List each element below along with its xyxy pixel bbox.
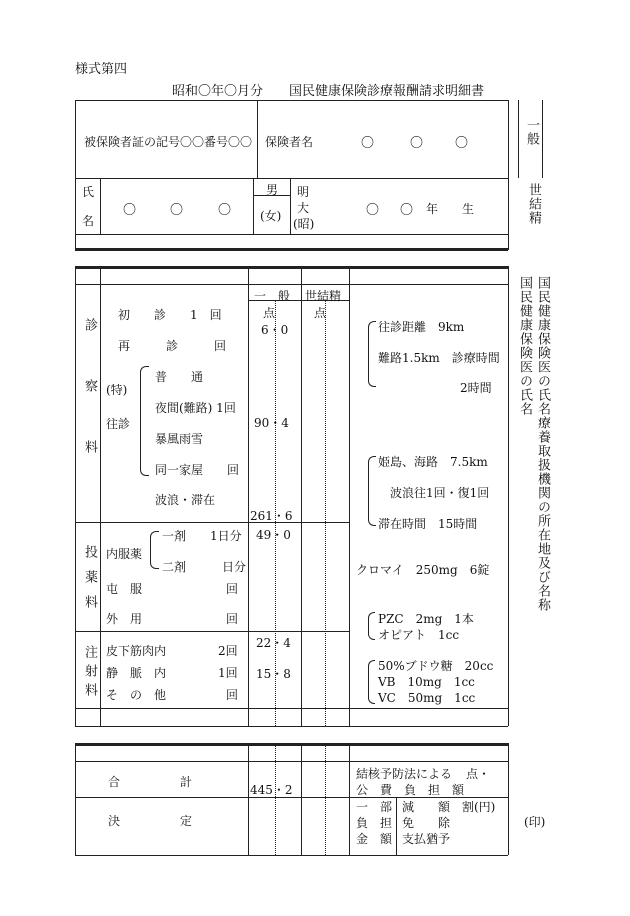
item-revisit: 再 診 回	[118, 339, 227, 353]
pts-first-visit: 6・0	[261, 323, 289, 337]
section-shinsatsu: 診察料	[82, 318, 97, 501]
remark-islands: 姫島、海路 7.5km	[378, 455, 488, 469]
partial-label: 一 部	[356, 800, 393, 814]
item-house-call: 往診	[106, 417, 131, 431]
side-institution: 国民健康保険医の氏名療養取扱機関の所在地及び名称	[535, 276, 550, 612]
pts-one-dose: 49・0	[256, 528, 291, 542]
name-mark-1: 〇	[123, 203, 137, 218]
item-night: 夜間(難路) 1回	[155, 401, 236, 415]
item-special: (特)	[106, 383, 128, 397]
birth-mark-1: 〇	[366, 203, 380, 218]
name-label-2: 名	[82, 214, 95, 228]
public-burden-label: 公 費 負 担 額	[356, 783, 465, 797]
form-title: 昭和〇年〇月分 国民健康保険診療報酬請求明細書	[172, 84, 485, 99]
insurer-mark-3: 〇	[455, 136, 469, 151]
item-sub-count: 2回	[218, 644, 238, 658]
item-iv-count: 1回	[218, 666, 238, 680]
pts-subcutaneous: 22・4	[256, 636, 291, 650]
remark-stay: 滞在時間 15時間	[378, 517, 478, 531]
item-first-visit: 初 診 1 回	[118, 308, 222, 322]
remark-vb: VB 10mg 1cc	[378, 675, 475, 689]
remark-pzc: PZC 2mg 1本	[378, 612, 474, 626]
item-topical-count: 回	[226, 582, 239, 596]
pts-night: 90・4	[254, 416, 289, 430]
amount-label: 金 額	[356, 832, 393, 846]
pts-shinsatsu-total: 261・6	[250, 509, 293, 523]
section-chusha: 注射料	[82, 645, 97, 702]
item-two-dose: 二剤 日分	[162, 560, 247, 574]
sex-female: (女)	[260, 209, 282, 223]
points-header-2: 点	[314, 306, 327, 320]
era-taisho: 大	[297, 201, 310, 215]
column-general: 一 般	[254, 289, 291, 303]
item-subcutaneous: 皮下筋肉内	[106, 644, 167, 658]
column-household: 世結精	[305, 289, 342, 303]
remark-drug: クロマイ 250mg 6錠	[356, 563, 490, 577]
burden-label: 負 担	[356, 816, 393, 830]
remark-difficult-road: 難路1.5km 診療時間	[378, 351, 500, 365]
birth-mark-2: 〇	[400, 203, 414, 218]
name-mark-2: 〇	[170, 203, 184, 218]
era-showa: (昭)	[293, 217, 315, 231]
sex-male: 男	[266, 183, 279, 197]
item-internal: 内服薬	[106, 547, 143, 561]
decision-label: 決 定	[108, 814, 193, 828]
reduction-label: 減 額 割(円)	[402, 800, 496, 814]
item-one-dose: 一剤 1日分	[162, 529, 242, 543]
birth-suffix: 生	[462, 202, 475, 216]
item-normal: 普 通	[155, 370, 204, 384]
seal-mark: (印)	[524, 815, 546, 829]
side-doctor: 国民健康保険医の氏名	[517, 276, 532, 416]
item-topical: 屯 服	[106, 582, 143, 596]
insured-id-label: 被保険者証の記号〇〇番号〇〇	[84, 135, 253, 149]
head-of-household: 世結精	[526, 183, 541, 225]
item-same-house: 同一家屋 回	[155, 463, 240, 477]
item-external-count: 回	[226, 612, 239, 626]
item-storm: 暴風雨雪	[155, 432, 204, 446]
insurer-mark-1: 〇	[361, 136, 375, 151]
remark-waves-trips: 波浪往1回・復1回	[390, 486, 490, 500]
birth-year: 年	[426, 202, 439, 216]
remark-opiate: オピアト 1cc	[378, 628, 460, 642]
points-header-1: 点	[263, 306, 276, 320]
deferral-label: 支払猶予	[402, 832, 451, 846]
insurer-label: 保険者名	[265, 135, 314, 149]
item-other: そ の 他	[106, 688, 167, 702]
section-touyaku: 投薬料	[82, 545, 97, 620]
insurer-mark-2: 〇	[410, 136, 424, 151]
item-intravenous: 静 脈 内	[106, 666, 167, 680]
remark-vc: VC 50mg 1cc	[378, 691, 476, 705]
public-burden-points: 点・	[466, 767, 491, 781]
tb-law-label: 結核予防法による	[356, 767, 453, 781]
item-waves: 波浪・滞在	[155, 493, 216, 507]
era-meiji: 明	[297, 185, 310, 199]
remark-distance: 往診距離 9km	[378, 320, 465, 334]
name-label-1: 氏	[82, 185, 95, 199]
exemption-label: 免 除	[402, 816, 451, 830]
form-number: 様式第四	[75, 62, 128, 77]
total-label: 合 計	[108, 775, 193, 789]
remark-glucose: 50%ブドウ糖 20cc	[378, 659, 494, 673]
name-mark-3: 〇	[218, 203, 232, 218]
item-other-count: 回	[226, 688, 239, 702]
item-external: 外 用	[106, 612, 143, 626]
pts-intravenous: 15・8	[256, 667, 291, 681]
grand-total-points: 445・2	[250, 783, 293, 797]
remark-hours: 2時間	[460, 381, 492, 395]
category-label: 一般	[524, 118, 539, 146]
